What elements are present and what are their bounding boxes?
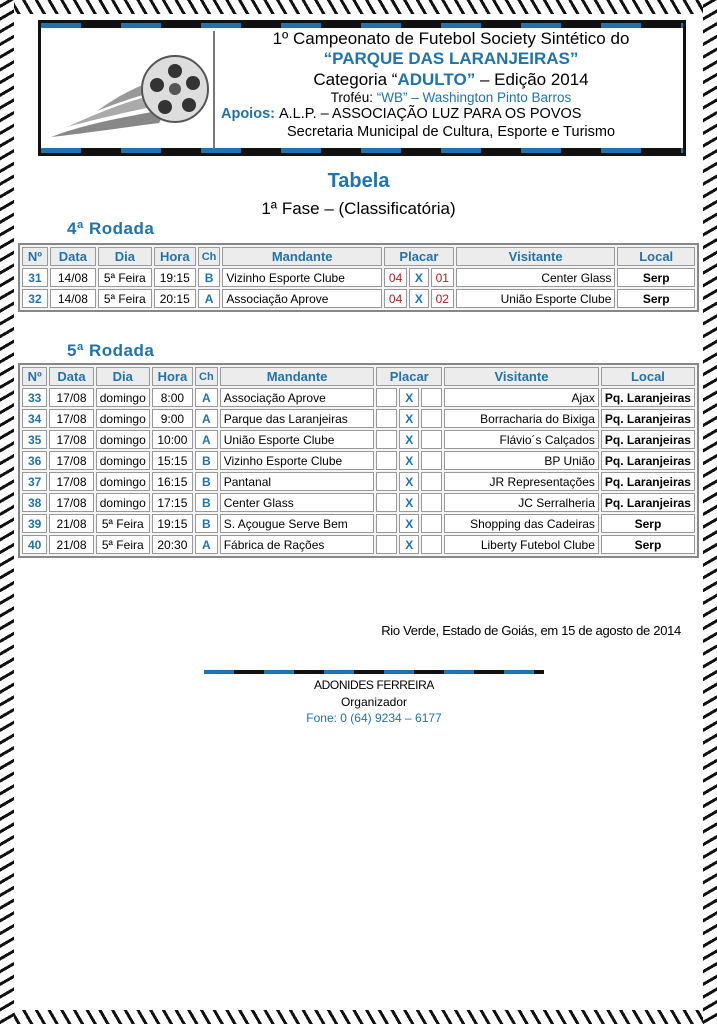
cell-local: Serp (601, 535, 695, 554)
col-local: Local (617, 247, 695, 266)
header-stripe-top (41, 23, 683, 28)
cell-dia: domingo (96, 388, 150, 407)
cell-data: 17/08 (49, 409, 93, 428)
cell-mandante: Vizinho Esporte Clube (220, 451, 375, 470)
table-row (22, 472, 695, 491)
cell-ch: A (195, 430, 218, 449)
cell-dia: 5ª Feira (96, 514, 150, 533)
cell-local: Pq. Laranjeiras (601, 451, 695, 470)
sponsor-1: A.L.P. – ASSOCIAÇÃO LUZ PARA OS POVOS (278, 106, 582, 122)
table-header-row (22, 247, 695, 266)
cell-hora: 19:15 (154, 268, 196, 287)
cell-x: X (399, 430, 419, 449)
cell-num: 35 (22, 430, 47, 449)
cell-g2 (421, 514, 442, 533)
signature-line (204, 670, 544, 674)
cell-g2 (421, 409, 442, 428)
cell-mandante: União Esporte Clube (220, 430, 375, 449)
soccer-ball-icon (47, 31, 215, 149)
col-placar: Placar (376, 367, 442, 386)
cell-g1: 04 (384, 268, 407, 287)
cell-x: X (399, 451, 419, 470)
col-visitante: Visitante (456, 247, 616, 266)
cell-hora: 8:00 (152, 388, 193, 407)
sponsors-label: Apoios: (221, 106, 275, 122)
table-row (22, 289, 695, 308)
cell-x: X (399, 493, 419, 512)
cell-local: Pq. Laranjeiras (601, 493, 695, 512)
cell-g2: 02 (431, 289, 454, 308)
col-hora: Hora (154, 247, 196, 266)
logo (47, 31, 215, 149)
cell-num: 38 (22, 493, 47, 512)
cell-dia: 5ª Feira (98, 268, 152, 287)
cell-ch: A (195, 388, 218, 407)
cell-num: 34 (22, 409, 47, 428)
cell-num: 40 (22, 535, 47, 554)
cell-g1 (376, 514, 397, 533)
cell-g2 (421, 535, 442, 554)
organizer-phone: Fone: 0 (64) 9234 – 6177 (306, 711, 442, 725)
cell-x: X (399, 472, 419, 491)
championship-title (221, 29, 681, 106)
cell-g1 (376, 388, 397, 407)
title-line-3: Categoria “ADULTO” – Edição 2014 (313, 70, 589, 89)
cell-dia: domingo (96, 493, 150, 512)
cell-data: 17/08 (49, 388, 93, 407)
cell-visitante: Center Glass (456, 268, 616, 287)
title-line-2: “PARQUE DAS LARANJEIRAS” (323, 49, 579, 68)
cell-local: Serp (617, 289, 695, 308)
table-row (22, 535, 695, 554)
cell-x: X (409, 289, 429, 308)
cell-g2 (421, 430, 442, 449)
cell-x: X (399, 409, 419, 428)
cell-mandante: Associação Aprove (222, 289, 382, 308)
table-row (22, 388, 695, 407)
header-box (38, 20, 686, 156)
cell-ch: B (195, 493, 218, 512)
cell-g2 (421, 472, 442, 491)
cell-x: X (399, 388, 419, 407)
cell-hora: 9:00 (152, 409, 193, 428)
cell-dia: 5ª Feira (98, 289, 152, 308)
table-row (22, 514, 695, 533)
page-title: Tabela (327, 170, 390, 192)
cell-visitante: JR Representações (444, 472, 599, 491)
cell-x: X (409, 268, 429, 287)
cell-visitante: JC Serralheria (444, 493, 599, 512)
cell-g2 (421, 451, 442, 470)
cell-data: 21/08 (49, 514, 93, 533)
cell-visitante: Borracharia do Bixiga (444, 409, 599, 428)
table-row (22, 451, 695, 470)
cell-hora: 20:30 (152, 535, 193, 554)
phase-title: 1ª Fase – (Classificatória) (261, 199, 456, 218)
cell-hora: 16:15 (152, 472, 193, 491)
cell-mandante: Vizinho Esporte Clube (222, 268, 382, 287)
cell-dia: domingo (96, 451, 150, 470)
cell-g2 (421, 388, 442, 407)
cell-mandante: Parque das Laranjeiras (220, 409, 375, 428)
cell-data: 21/08 (49, 535, 93, 554)
table-row (22, 430, 695, 449)
cell-ch: A (198, 289, 221, 308)
cell-ch: B (195, 472, 218, 491)
cell-num: 39 (22, 514, 47, 533)
cell-visitante: Ajax (444, 388, 599, 407)
cell-hora: 17:15 (152, 493, 193, 512)
cell-hora: 15:15 (152, 451, 193, 470)
cell-local: Serp (617, 268, 695, 287)
col-data: Data (50, 247, 96, 266)
cell-ch: B (195, 451, 218, 470)
col-mandante: Mandante (220, 367, 375, 386)
cell-g1 (376, 493, 397, 512)
cell-mandante: Pantanal (220, 472, 375, 491)
organizer-name: ADONIDES FERREIRA (314, 678, 434, 692)
decorative-border-top (0, 0, 717, 14)
cell-mandante: Associação Aprove (220, 388, 375, 407)
table-header-row (22, 367, 695, 386)
sponsor-2: Secretaria Municipal de Cultura, Esporte e Turismo (287, 124, 616, 140)
col-dia: Dia (98, 247, 152, 266)
place-and-date: Rio Verde, Estado de Goiás, em 15 de agosto de 2014 (381, 623, 681, 638)
col-local: Local (601, 367, 695, 386)
cell-g1 (376, 409, 397, 428)
round-5-table (18, 363, 699, 558)
cell-local: Serp (601, 514, 695, 533)
cell-g1 (376, 430, 397, 449)
cell-data: 17/08 (49, 472, 93, 491)
cell-hora: 20:15 (154, 289, 196, 308)
cell-mandante: Center Glass (220, 493, 375, 512)
cell-dia: domingo (96, 409, 150, 428)
cell-ch: A (195, 535, 218, 554)
cell-visitante: Shopping das Cadeiras (444, 514, 599, 533)
col-ch: Ch (195, 367, 218, 386)
col-dia: Dia (96, 367, 150, 386)
decorative-border-bottom (0, 1010, 717, 1024)
cell-visitante: União Esporte Clube (456, 289, 616, 308)
organizer-role: Organizador (340, 695, 408, 709)
cell-num: 32 (22, 289, 48, 308)
cell-visitante: BP União (444, 451, 599, 470)
cell-g2 (421, 493, 442, 512)
table-row (22, 493, 695, 512)
col-visitante: Visitante (444, 367, 599, 386)
sponsors (221, 105, 615, 141)
cell-local: Pq. Laranjeiras (601, 472, 695, 491)
cell-ch: B (195, 514, 218, 533)
cell-local: Pq. Laranjeiras (601, 388, 695, 407)
cell-g1 (376, 451, 397, 470)
cell-g1 (376, 472, 397, 491)
cell-data: 17/08 (49, 451, 93, 470)
cell-num: 36 (22, 451, 47, 470)
cell-g2: 01 (431, 268, 454, 287)
cell-local: Pq. Laranjeiras (601, 430, 695, 449)
cell-mandante: Fábrica de Rações (220, 535, 375, 554)
category-name: ADULTO” (397, 70, 476, 89)
cell-hora: 19:15 (152, 514, 193, 533)
cell-g1: 04 (384, 289, 407, 308)
cell-visitante: Flávio´s Calçados (444, 430, 599, 449)
cell-data: 17/08 (49, 430, 93, 449)
table-row (22, 268, 695, 287)
decorative-border-left (0, 0, 14, 1024)
title-line-1: 1º Campeonato de Futebol Society Sintético do (272, 29, 630, 48)
round-5-title: 5ª Rodada (67, 341, 155, 360)
cell-hora: 10:00 (152, 430, 193, 449)
col-hora: Hora (152, 367, 193, 386)
cell-x: X (399, 535, 419, 554)
col-num: Nº (22, 247, 48, 266)
col-mandante: Mandante (222, 247, 382, 266)
col-ch: Ch (198, 247, 221, 266)
cell-g1 (376, 535, 397, 554)
cell-data: 17/08 (49, 493, 93, 512)
col-placar: Placar (384, 247, 454, 266)
cell-ch: A (195, 409, 218, 428)
cell-dia: domingo (96, 430, 150, 449)
cell-num: 37 (22, 472, 47, 491)
cell-num: 31 (22, 268, 48, 287)
trophy-line: Troféu: “WB” – Washington Pinto Barros (330, 90, 572, 105)
cell-data: 14/08 (50, 268, 96, 287)
cell-visitante: Liberty Futebol Clube (444, 535, 599, 554)
cell-dia: domingo (96, 472, 150, 491)
cell-x: X (399, 514, 419, 533)
cell-dia: 5ª Feira (96, 535, 150, 554)
col-num: Nº (22, 367, 47, 386)
round-4-table (18, 243, 699, 312)
cell-local: Pq. Laranjeiras (601, 409, 695, 428)
table-row (22, 409, 695, 428)
decorative-border-right (703, 0, 717, 1024)
cell-ch: B (198, 268, 221, 287)
col-data: Data (49, 367, 93, 386)
cell-data: 14/08 (50, 289, 96, 308)
round-4-title: 4ª Rodada (67, 219, 155, 238)
cell-mandante: S. Açougue Serve Bem (220, 514, 375, 533)
cell-num: 33 (22, 388, 47, 407)
